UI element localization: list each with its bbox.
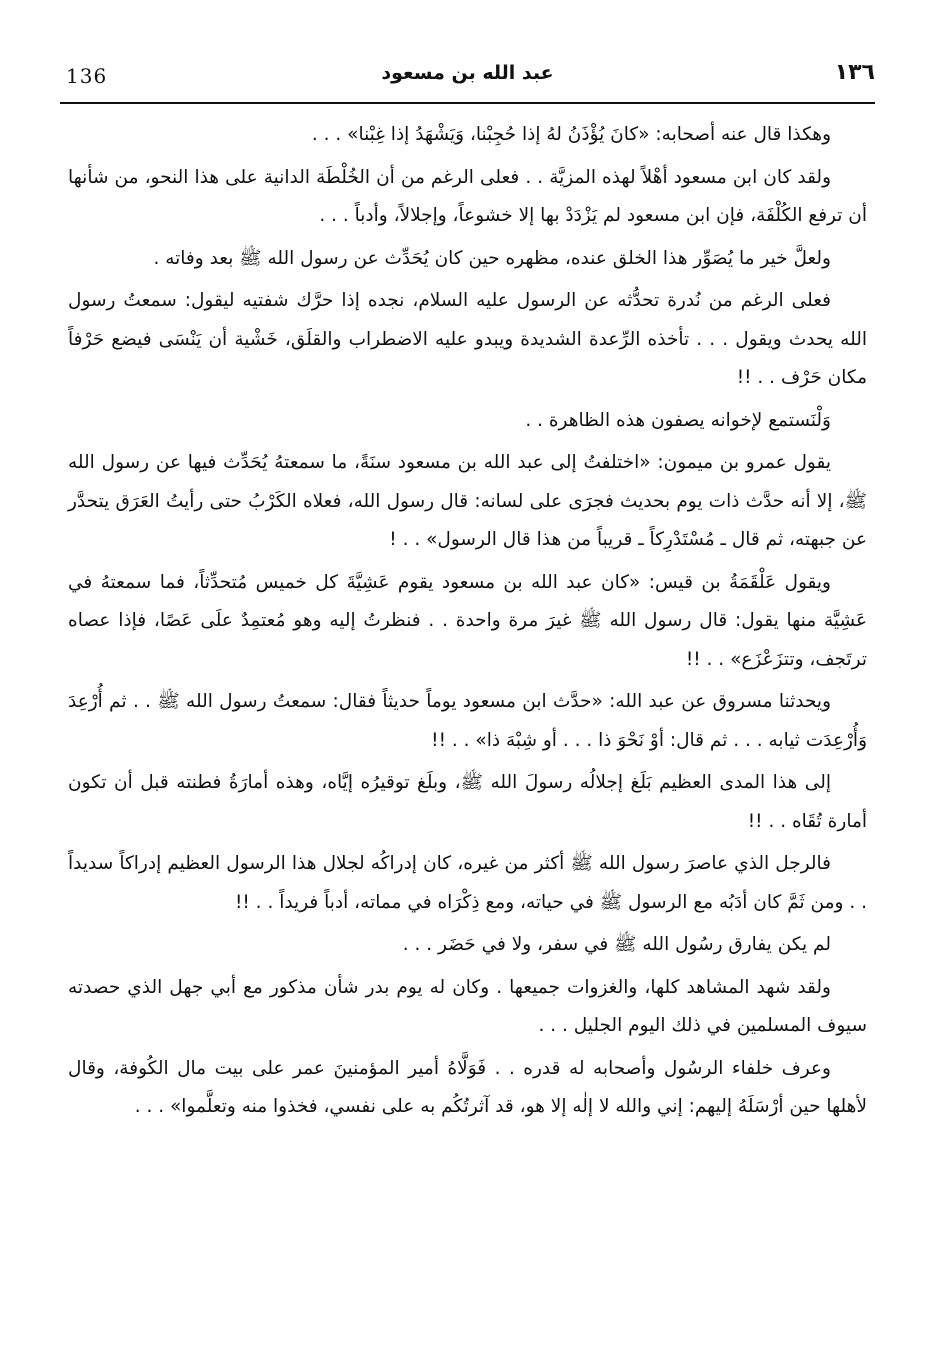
paragraph: وعرف خلفاء الرسُول وأصحابه له قدره . . فَوَلَّاهُ أمير المؤمنينَ عمر على بيت مال الكُوفة، وقال لأهلها حين أرْسَلَهُ إليهم: إني والله لا إلٰه إلا هو، قد آثرتُكُم به على نفسي، فخذوا منه وتعلَّموا» . . . — [68, 1057, 867, 1117]
page-number-arabic: ١٣٦ — [834, 60, 875, 85]
paragraph: ولقد كان ابن مسعود أهْلاً لهذه المزيَّة . . فعلى الرغم من أن الخُلْطَة الدانية على هذا النحو، من شأنها أن ترفع الكُلْفَة، فإن ابن مسعود لم يَزْدَدْ بها إلا خشوعاً، وإجلالاً، وأدباً . . . — [68, 166, 867, 226]
paragraph: ويقول عَلْقَمَةُ بن قيس: «كان عبد الله بن مسعود يقوم عَشِيَّةَ كل خميس مُتحدِّثاً، فما سمعتهُ في عَشِيَّة منها يقول: قال رسول الله ﷺ غيرَ مرة واحدة . . فنظرتُ إليه وهو مُعتمِدٌ علَى عَصًا، فإذا عصاه ترتَجف، وتتزَعْزَع» . . !! — [68, 571, 867, 670]
page-number-latin: 136 — [66, 64, 108, 88]
paragraph: ويحدثنا مسروق عن عبد الله: «حدَّث ابن مسعود يوماً حديثاً فقال: سمعتُ رسول الله ﷺ . . ثم أُرْعِدَ وَأُرْعِدَت ثيابه . . . ثم قال: أوْ نَحْوَ ذا . . . أو شِبْهَ ذا» . . !! — [68, 691, 867, 751]
paragraph: فعلى الرغم من نُدرة تحدُّثه عن الرسول عليه السلام، نجده إذا حرَّك شفتيه ليقول: سمعتُ رسول الله يحدث ويقول . . . تأخذه الرِّعدة الشديدة ويبدو عليه الاضطراب والقلَق، خَشْية أن يَنْسَى فيضع حَرْفاً مكان حَرْف . . !! — [68, 290, 867, 388]
paragraph: فالرجل الذي عاصرَ رسول الله ﷺ أكثر من غيره، كان إدراكُه لجلال هذا الرسول العظيم إدراكاً سديداً . . ومن ثَمَّ كان أدَبُه مع الرسول ﷺ في حياته، ومع ذِكْرَاه في مماته، أدباً فريداً . . !! — [68, 853, 867, 913]
paragraph: وَلْنَستمع لإخوانه يصفون هذه الظاهرة . . — [525, 409, 831, 431]
paragraph: ولقد شهد المشاهد كلها، والغزوات جميعها . وكان له يوم بدر شأن مذكور مع أبي جهل الذي حصدته سيوف المسلمين في ذلك اليوم الجليل . . . — [68, 976, 867, 1036]
paragraph: وهكذا قال عنه أصحابه: «كانَ يُؤْذَنُ لهُ إذا حُجِبْنا، وَيَشْهَدُ إذا غِبْنا» . . . — [311, 124, 831, 145]
paragraph: لم يكن يفارق رسُول الله ﷺ في سفر، ولا في حَضَر . . . — [402, 934, 831, 955]
page-header — [60, 58, 875, 98]
page-body — [68, 116, 867, 1131]
running-title: عبد الله بن مسعود — [381, 62, 554, 84]
paragraph: إلى هذا المدى العظيم بَلَغ إجلالُه رسولَ الله ﷺ، وبلَغ توقيرُه إيَّاه، وهذه أمارَةُ فطنته قبل أن تكون أمارة تُقَاه . . !! — [68, 772, 867, 832]
paragraph: ولعلَّ خير ما يُصَوِّر هذا الخلق عنده، مظهره حين كان يُحَدِّث عن رسول الله ﷺ بعد وفاته . — [153, 247, 831, 269]
header-divider — [60, 102, 875, 104]
paragraph: يقول عمرو بن ميمون: «اختلفتُ إلى عبد الله بن مسعود سنَةً، ما سمعتهُ يُحَدِّث فيها عن رسول الله ﷺ، إلا أنه حدَّث ذات يوم بحديث فجرَى على لسانه: قال رسول الله، فعلاه الكَرْبُ حتى رأيتُ العَرَق يتحدَّر عن جبهته، ثم قال ـ مُسْتَدْرِكاً ـ قريباً من هذا قال الرسول» . . ! — [68, 452, 867, 550]
